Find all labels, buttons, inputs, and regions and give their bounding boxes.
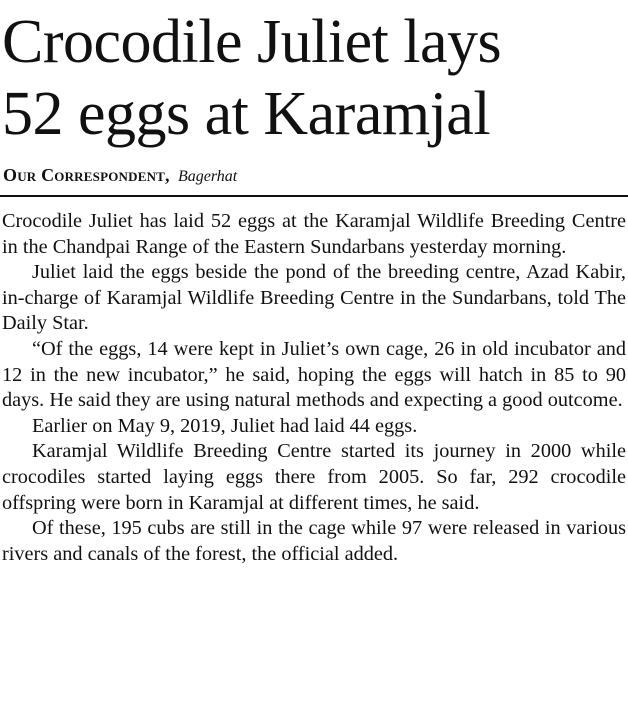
article-paragraph-5: Karamjal Wildlife Breeding Centre started its journey in 2000 while crocodiles started laying eggs there from 2005. So far, 292 crocodile offspring were born in Karamjal at different times, he said. (2, 440, 626, 514)
byline (3, 164, 237, 188)
article-body (2, 209, 626, 567)
byline-divider (0, 195, 628, 197)
byline-author: Our Correspondent, (3, 165, 170, 185)
article-paragraph-1: Crocodile Juliet has laid 52 eggs at the Karamjal Wildlife Breeding Centre in the Chandpai Range of the Eastern Sundarbans yesterday morning. (2, 210, 626, 258)
article-paragraph-4: Earlier on May 9, 2019, Juliet had laid 44 eggs. (32, 414, 418, 437)
article-paragraph-6: Of these, 195 cubs are still in the cage while 97 were released in various rivers and canals of the forest, the official added. (2, 517, 626, 565)
headline (2, 6, 626, 150)
headline-line-1: Crocodile Juliet lays (2, 8, 502, 76)
article-paragraph-3: “Of the eggs, 14 were kept in Juliet’s own cage, 26 in old incubator and 12 in the new incubator,” he said, hoping the eggs will hatch in 85 to 90 days. He said they are using natural methods and expecting a good outcome. (2, 337, 626, 412)
article-paragraph-2: Juliet laid the eggs beside the pond of the breeding centre, Azad Kabir, in-charge of Karamjal Wildlife Breeding Centre in the Sundarbans, told The Daily Star. (2, 261, 626, 335)
headline-line-2: 52 eggs at Karamjal (2, 80, 491, 148)
byline-location: Bagerhat (177, 168, 238, 185)
